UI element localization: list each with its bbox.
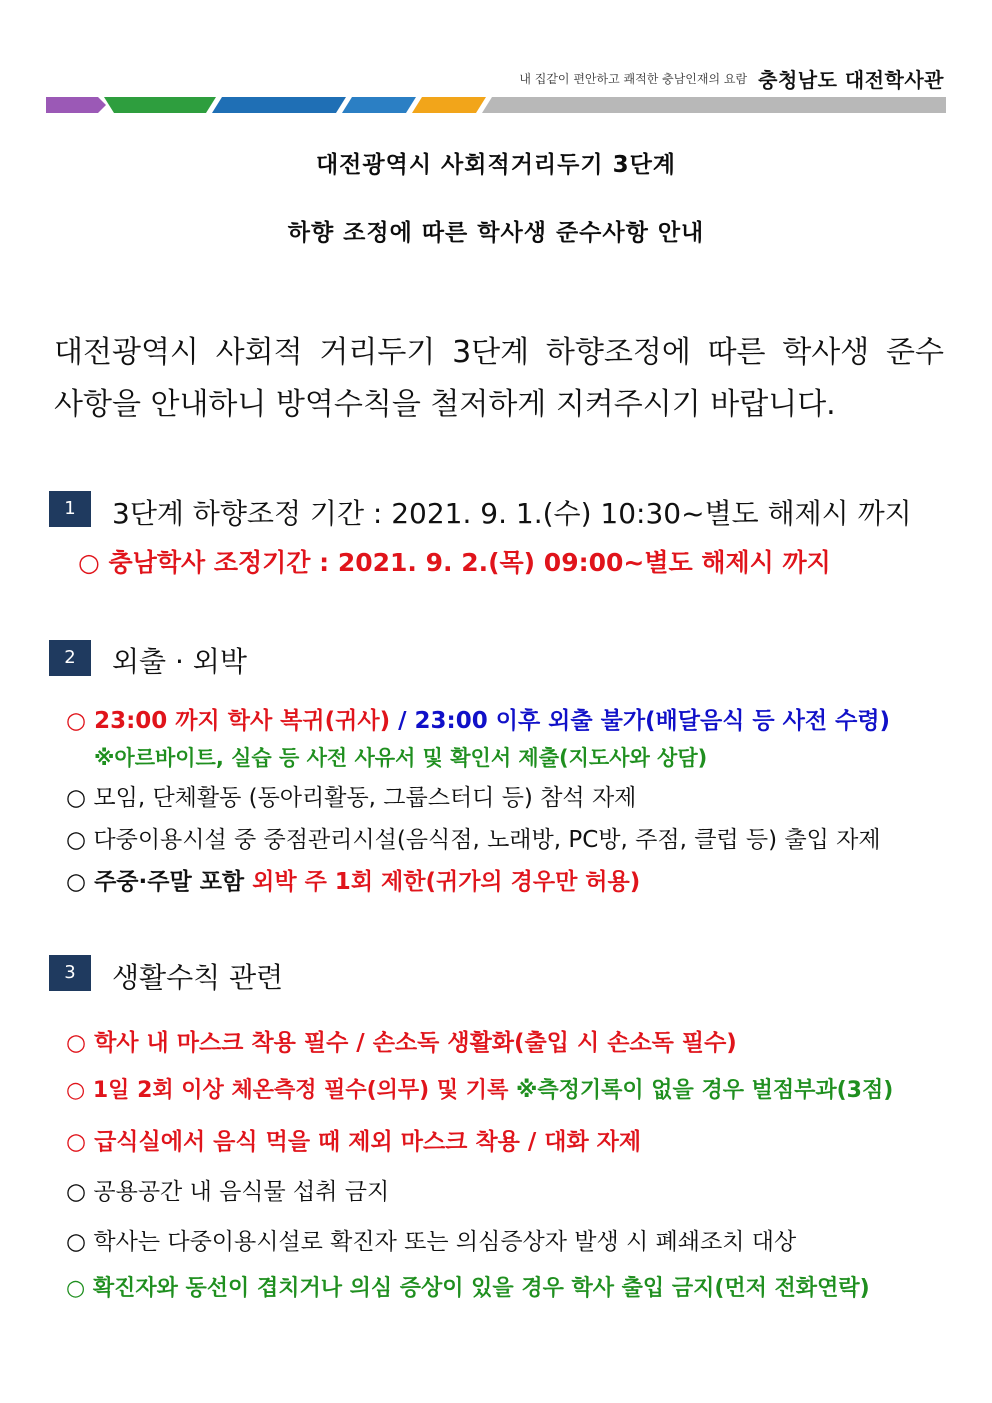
section-3-item-4: ○ 공용공간 내 음식물 섭취 금지: [66, 1179, 390, 1205]
section-2-item-4: ○ 다중이용시설 중 중점관리시설(음식점, 노래방, PC방, 주점, 클럽 등) 출입 자제: [66, 827, 881, 853]
section-3-item-1: ○ 학사 내 마스크 착용 필수 / 손소독 생활화(출입 시 손소독 필수): [66, 1030, 737, 1056]
section-3-item-2-part-b: ※측정기록이 없을 경우 벌점부과(3점): [515, 1078, 894, 1103]
band-green: [104, 97, 216, 113]
band-purple: [46, 97, 106, 113]
section-2-item-5: [66, 863, 640, 896]
band-orange: [412, 97, 486, 113]
section-3-item-3: ○ 급식실에서 음식 먹을 때 제외 마스크 착용 / 대화 자제: [66, 1129, 642, 1155]
section-3-title: 생활수칙 관련: [112, 961, 284, 994]
section-3-item-6: ○ 확진자와 동선이 겹치거나 의심 증상이 있을 경우 학사 출입 금지(먼저 전화연락): [66, 1276, 870, 1301]
section-2-item-1-part-b: / 23:00 이후 외출 불가(배달음식 등 사전 수령): [398, 708, 891, 734]
section-2-item-5-part-b: 외박 주 1회 제한(귀가의 경우만 허용): [252, 869, 641, 895]
band-blue-2: [342, 97, 416, 113]
header-branding: [420, 64, 944, 93]
section-2-item-2: ※아르바이트, 실습 등 사전 사유서 및 확인서 제출(지도사와 상담): [94, 746, 708, 770]
band-gray: [482, 97, 946, 113]
intro-line-1: 대전광역시 사회적 거리두기 3단계 하향조정에 따른 학사생 준수: [54, 335, 944, 370]
title-line-1: 대전광역시 사회적거리두기 3단계: [315, 152, 677, 178]
section-2-item-3: ○ 모임, 단체활동 (동아리활동, 그룹스터디 등) 참석 자제: [66, 785, 637, 811]
section-3-item-5: ○ 학사는 다중이용시설로 확진자 또는 의심증상자 발생 시 폐쇄조치 대상: [66, 1229, 797, 1255]
section-2-item-1: [66, 702, 890, 735]
slogan: 내 집같이 편안하고 쾌적한 충남인재의 요람: [519, 72, 748, 86]
intro-line-2: 사항을 안내하니 방역수칙을 철저하게 지켜주시기 바랍니다.: [54, 387, 836, 422]
section-3-number: 3: [49, 955, 91, 991]
section-3-item-2: [66, 1073, 893, 1104]
section-2-item-5-part-a: ○ 주중·주말 포함: [66, 869, 253, 895]
section-2-title: 외출 · 외박: [112, 645, 247, 678]
section-3-item-2-part-a: ○ 1일 2회 이상 체온측정 필수(의무) 및 기록: [66, 1078, 516, 1103]
organization-name: 충청남도 대전학사관: [758, 68, 944, 92]
section-1-title: 3단계 하향조정 기간 : 2021. 9. 1.(수) 10:30~별도 해제시 까지: [112, 497, 912, 530]
section-2-number: 2: [49, 640, 91, 676]
title-line-2: 하향 조정에 따른 학사생 준수사항 안내: [287, 220, 705, 246]
section-1-item-1: ○ 충남학사 조정기간 : 2021. 9. 2.(목) 09:00~별도 해제시 까지: [78, 548, 831, 577]
section-1-number: 1: [49, 491, 91, 527]
section-2-item-1-part-a: ○ 23:00 까지 학사 복귀(귀사): [66, 708, 399, 734]
band-blue: [212, 97, 346, 113]
decorative-color-band: [46, 97, 946, 113]
